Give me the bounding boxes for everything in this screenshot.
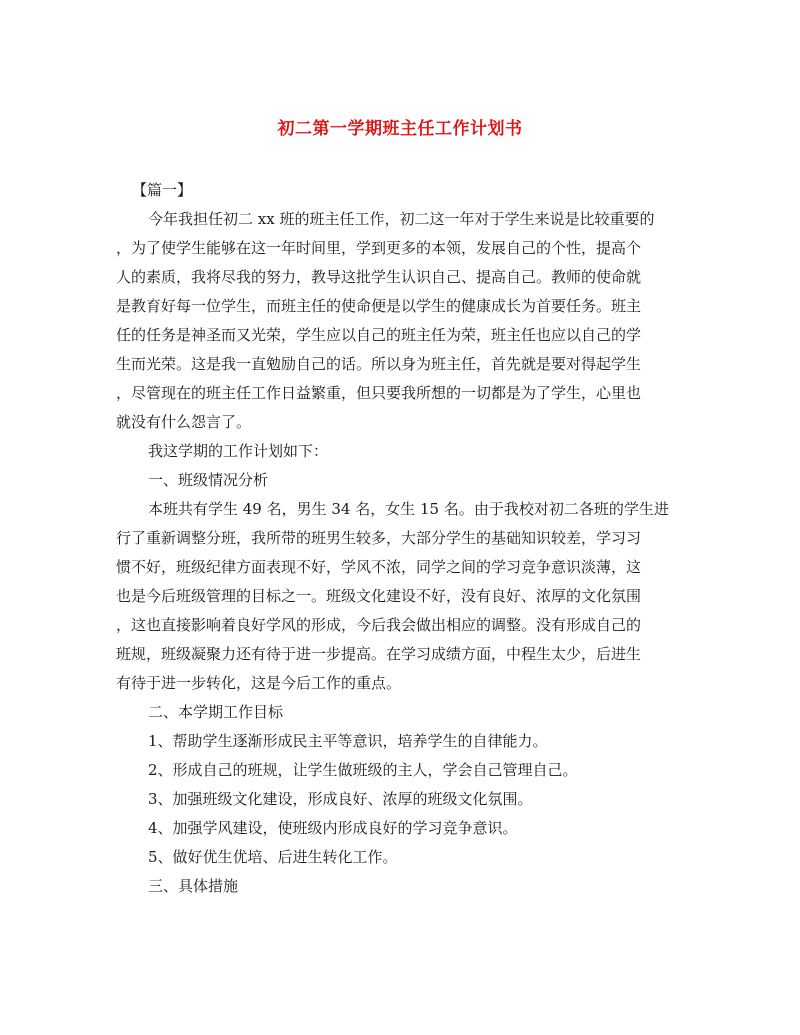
paragraph-line: 就没有什么怨言了。 [116, 413, 252, 431]
paragraph-line: 行了重新调整分班，我所带的班男生较多，大部分学生的基础知识较差，学习习 [116, 529, 642, 547]
paragraph-line: 惯不好，班级纪律方面表现不好，学风不浓，同学之间的学习竞争意识淡薄，这 [116, 558, 642, 576]
section-heading: 一、班级情况分析 [148, 471, 269, 489]
goal-item: 4、加强学风建设，使班级内形成良好的学习竞争意识。 [148, 819, 518, 837]
section-heading: 二、本学期工作目标 [148, 703, 284, 721]
paragraph-line: 也是今后班级管理的目标之一。班级文化建设不好，没有良好、浓厚的文化氛围 [116, 587, 642, 605]
paragraph-line: 任的任务是神圣而又光荣，学生应以自己的班主任为荣，班主任也应以自己的学 [116, 326, 642, 344]
document-title: 初二第一学期班主任工作计划书 [277, 119, 523, 139]
paragraph-line: 生而光荣。这是我一直勉励自己的话。所以身为班主任，首先就是要对得起学生 [116, 355, 642, 373]
paragraph-line: 是教育好每一位学生，而班主任的使命便是以学生的健康成长为首要任务。班主 [116, 297, 642, 315]
paragraph-line: ，尽管现在的班主任工作日益繁重，但只要我所想的一切都是为了学生，心里也 [116, 384, 642, 402]
paragraph-line: ，这也直接影响着良好学风的形成，今后我会做出相应的调整。没有形成自己的 [116, 616, 642, 634]
paragraph-line: ，为了使学生能够在这一年时间里，学到更多的本领，发展自己的个性，提高个 [116, 239, 642, 257]
section-heading: 三、具体措施 [148, 877, 239, 895]
paragraph-line: 有待于进一步转化，这是今后工作的重点。 [116, 674, 402, 692]
document-body [116, 176, 682, 901]
paragraph-line: 今年我担任初二 xx 班的班主任工作，初二这一年对于学生来说是比较重要的 [148, 210, 655, 228]
goal-item: 5、做好优生优培、后进生转化工作。 [148, 848, 398, 866]
goal-item: 1、帮助学生逐渐形成民主平等意识，培养学生的自律能力。 [148, 732, 548, 750]
paragraph-line: 本班共有学生 49 名，男生 34 名，女生 15 名。由于我校对初二各班的学生进 [148, 500, 669, 518]
goal-item: 3、加强班级文化建设，形成良好、浓厚的班级文化氛围。 [148, 790, 533, 808]
paragraph-line: 人的素质，我将尽我的努力，教导这批学生认识自己、提高自己。教师的使命就 [116, 268, 642, 286]
plan-intro: 我这学期的工作计划如下： [148, 442, 329, 460]
paragraph-line: 班规，班级凝聚力还有待于进一步提高。在学习成绩方面，中程生太少，后进生 [116, 645, 642, 663]
goal-item: 2、形成自己的班规，让学生做班级的主人，学会自己管理自己。 [148, 761, 578, 779]
section-tag: 【篇一】 [132, 181, 193, 199]
